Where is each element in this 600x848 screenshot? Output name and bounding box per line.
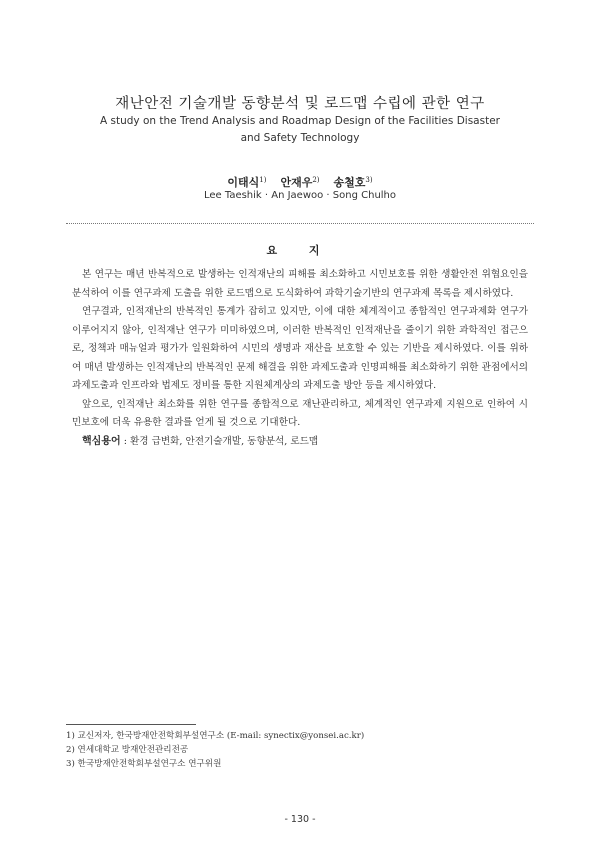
footnotes xyxy=(66,729,536,771)
abstract-heading: 요 지 xyxy=(266,244,334,257)
author-name: 이태식 xyxy=(227,176,260,189)
section-divider xyxy=(66,223,534,224)
author-footnote-mark: 3) xyxy=(365,176,373,184)
keywords-label: 핵심용어 xyxy=(82,436,121,447)
abstract-paragraph: 연구결과, 인적재난의 반복적인 통계가 잡히고 있지만, 이에 대한 체계적이고 종합적인 연구과제화 연구가 이루어지지 않아, 인적재난 연구가 미미하였으며, 이러한 반복적인 인적재난을 줄이기 위한 과학적인 접근으로, 정책과 매뉴얼과 평가가 일원화하여 시민의 생명과 재산을 보호할 수 있는 기반을 제시하였다. 이를 위하여 매년 발생하는 인적재난의 반복적인 문제 해결을 위한 과제도출과 인명피해를 최소화하기 위한 관점에서의 과제도출과 인프라와 법제도 정비를 통한 지원체계상의 과제도출 방안 등을 제시하였다. xyxy=(72,306,528,391)
keywords-separator: : xyxy=(120,436,130,447)
keywords xyxy=(82,432,532,447)
abstract-paragraph: 앞으로, 인적재난 최소화를 위한 연구를 종합적으로 재난관리하고, 체계적인 연구과제 지원으로 인하여 시민보호에 더욱 유용한 결과를 얻게 될 것으로 기대한다. xyxy=(72,398,528,428)
footnote: 3) 한국방재안전학회부설연구소 연구위원 xyxy=(66,759,222,769)
keywords-text: 환경 급변화, 안전기술개발, 동향분석, 로드맵 xyxy=(129,436,319,447)
paper-title-english-line2: and Safety Technology xyxy=(240,132,360,144)
abstract-paragraph: 본 연구는 매년 반복적으로 발생하는 인적재난의 피해를 최소화하고 시민보호를 위한 생활안전 위협요인을 분석하여 이를 연구과제 도출을 위한 로드맵으로 도식화하여 과학기술기반의 연구과제 목록을 제시하였다. xyxy=(72,269,528,299)
page-number: - 130 - xyxy=(284,814,316,825)
footnote: 1) 교신저자, 한국방재안전학회부설연구소 (E-mail: synectix@yonsei.ac.kr) xyxy=(66,731,365,741)
author-name: 송철호 xyxy=(333,176,366,189)
author-name: 안재우 xyxy=(280,176,313,189)
footnote: 2) 연세대학교 방재안전관리전공 xyxy=(66,745,189,755)
paper-title-english-line1: A study on the Trend Analysis and Roadmap Design of the Facilities Disaster xyxy=(100,115,500,127)
footnote-rule xyxy=(66,724,196,725)
abstract-body xyxy=(72,266,528,433)
authors-english: Lee Taeshik · An Jaewoo · Song Chulho xyxy=(203,190,397,201)
author-footnote-mark: 2) xyxy=(312,176,320,184)
author-footnote-mark: 1) xyxy=(259,176,267,184)
paper-title-korean: 재난안전 기술개발 동향분석 및 로드맵 수립에 관한 연구 xyxy=(115,96,485,112)
authors-korean xyxy=(0,174,600,190)
paper-title-english xyxy=(60,113,540,147)
